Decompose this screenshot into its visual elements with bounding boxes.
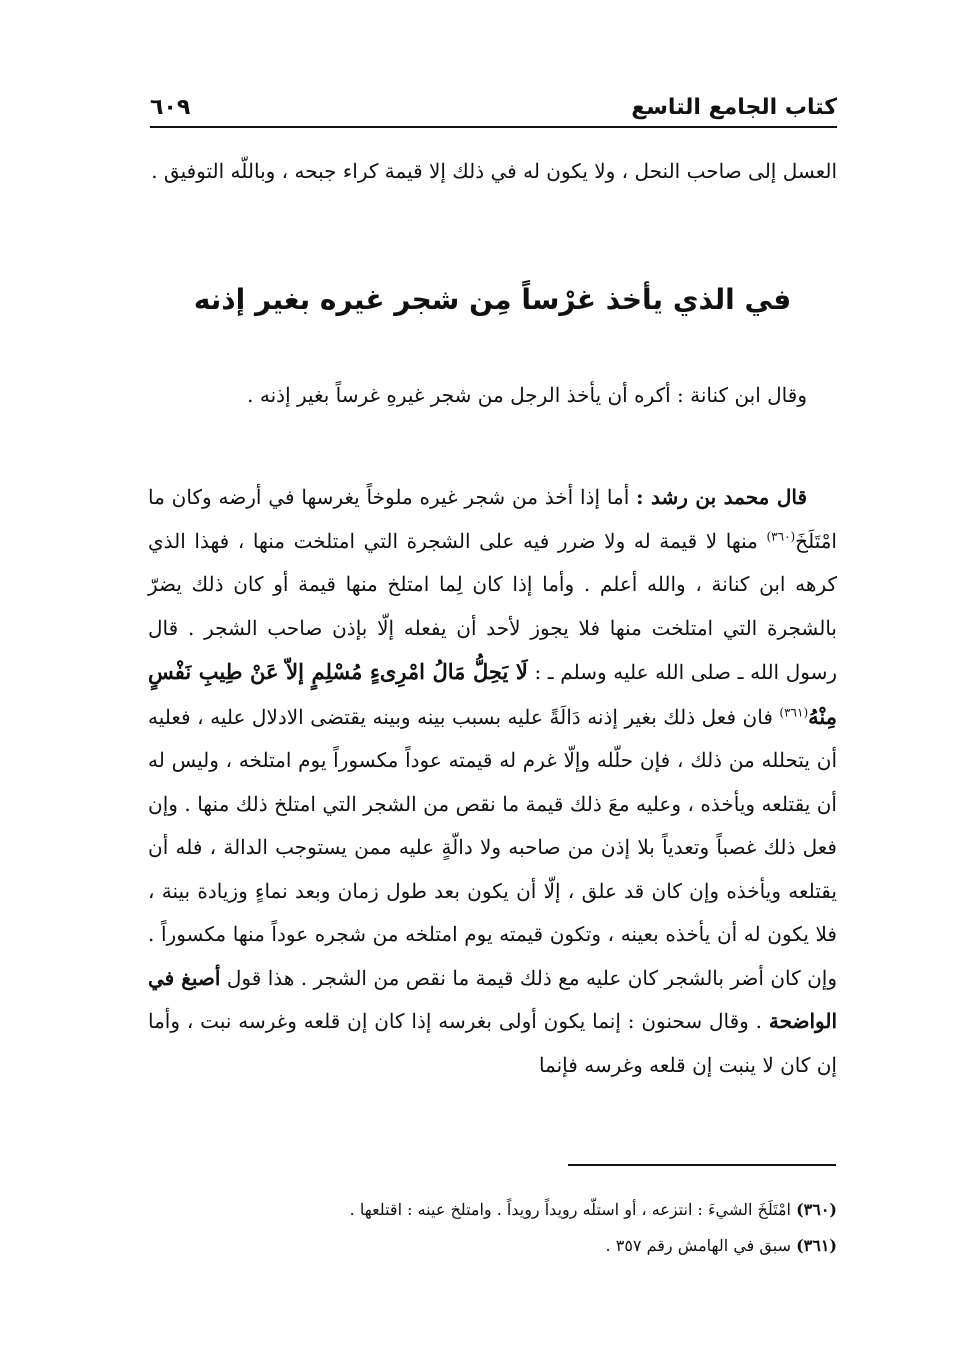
page-header (150, 80, 837, 128)
footnote-number: (٣٦١) (796, 1236, 837, 1255)
commentary-paragraph (148, 476, 837, 1087)
source-citation: أصبغ في الواضحة (148, 965, 837, 1033)
footnote-text: امْتَلَخَ الشيءَ : انتزعه ، أو استلّه رويداً رويداً . وامتلخ عينه : اقتلعها . (349, 1200, 791, 1219)
footnote-text: سبق في الهامش رقم ٣٥٧ . (605, 1236, 791, 1255)
footnote-361 (148, 1228, 837, 1264)
section-heading: في الذي يأخذ غرْساً مِن شجر غيره بغير إذنه (193, 283, 792, 316)
commentary-text-2: منها لا قيمة له ولا ضرر فيه على الشجرة التي امتلخت منها ، فهذا الذي كرهه ابن كنانة ، والله أعلم . وأما إذا كان لِما امتلخ منها قيمة أو كان ذلك يضرّ بالشجرة التي امتلخت منها فلا يجوز لأحد أن يفعله إلّا بإذن صاحب الشجر . قال رسول الله ـ صلى الله عليه وسلم ـ : (148, 528, 838, 684)
ibn-kinana-paragraph: وقال ابن كنانة : أكره أن يأخذ الرجل من شجر غيرهِ غرساً بغير إذنه . (247, 383, 807, 407)
footnote-separator (568, 1164, 836, 1166)
hadith-quote: لَا يَحِلُّ مَالُ امْرِىءٍ مُسْلِمٍ إلاّ عَنْ طِيبِ نَفْسٍ مِنْهُ (148, 659, 837, 729)
footnote-number: (٣٦٠) (796, 1200, 837, 1219)
running-title: كتاب الجامع التاسع (631, 95, 837, 120)
commentary-text-3: فان فعل ذلك بغير إذنه دَالَةً عليه بسبب بينه وبينه يقتضى الادلال عليه ، فعليه أن يتحلله من ذلك ، فإن حلّله وإلّا غرم له قيمته عوداً مكسوراً يوم امتلخه ، وليس له أن يقتلعه ويأخذه ، وعليه معَ ذلك قيمة ما نقص من الشجر التي امتلخ ذلك منها . وإن فعل ذلك غصباً وتعدياً بلا إذن من صاحبه ولا دالّةٍ عليه ممن يستوجب الدالة ، فله أن يقتلعه ويأخذه وإن كان قد علق ، إلّا أن يكون بعد طول زمان وبعد نماءٍ وزيادة بينة ، فلا يكون له أن يأخذه بعينه ، وتكون قيمته يوم امتلخه من شجره عوداً منها مكسوراً . وإن كان أضر بالشجر كان عليه مع ذلك قيمة ما نقص من الشجر . هذا قول (148, 704, 837, 990)
speaker-label: قال محمد بن رشد : (636, 485, 807, 509)
footnote-ref-361[interactable]: (٣٦١) (779, 704, 809, 719)
commentary-text-1: أما إذا أخذ من شجر غيره ملوخاً يغرسها في أرضه وكان ما امْتَلَخَ (148, 485, 837, 553)
page-number: ٦٠٩ (150, 95, 191, 120)
commentary-text-4: . وقال سحنون : إنما يكون أولى بغرسه إذا كان إن قلعه وغرسه نبت ، وأما إن كان لا ينبت إن قلعه وغرسه فإنما (148, 1009, 837, 1077)
footnote-360 (148, 1192, 837, 1228)
footnote-ref-360[interactable]: (٣٦٠) (766, 528, 796, 543)
intro-paragraph: العسل إلى صاحب النحل ، ولا يكون له في ذلك إلا قيمة كراء جبحه ، وباللّه التوفيق . (151, 159, 837, 183)
footnotes (148, 1192, 837, 1264)
